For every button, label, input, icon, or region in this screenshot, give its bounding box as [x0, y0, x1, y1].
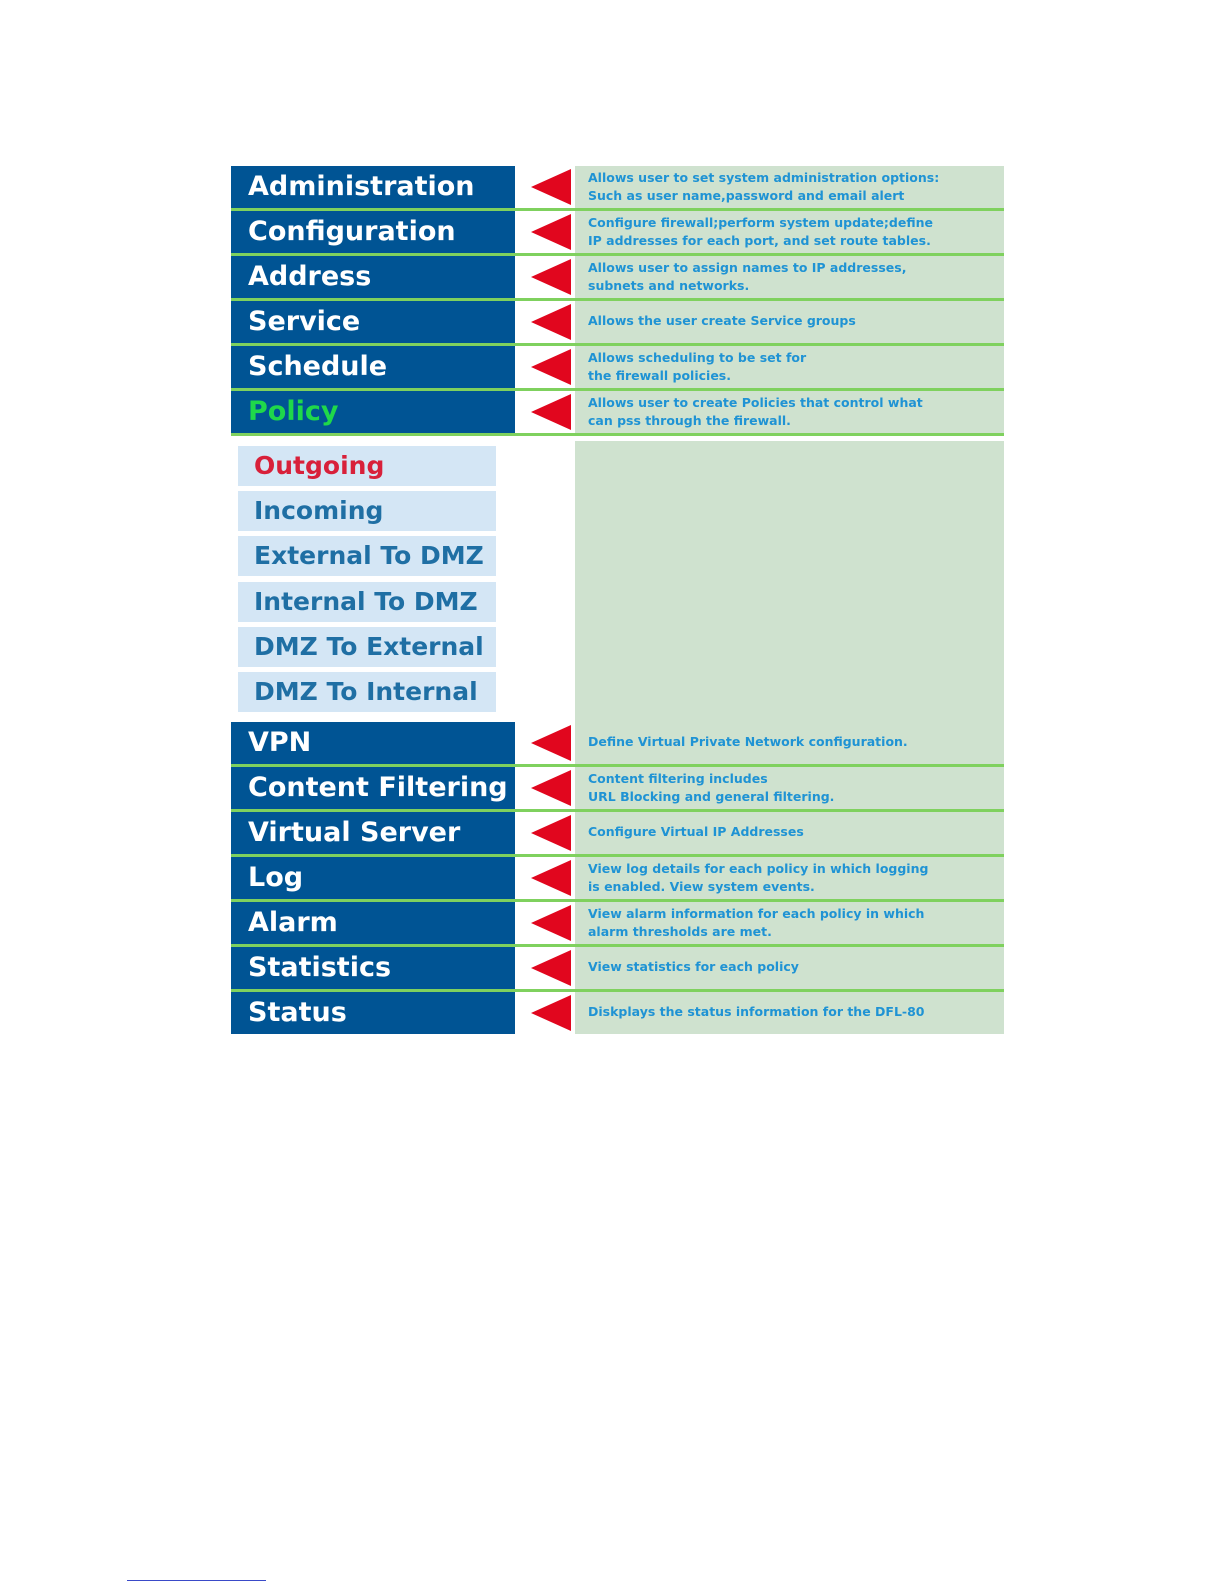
description-line: is enabled. View system events. — [588, 879, 815, 894]
menu-description — [575, 211, 1004, 253]
menu-description — [575, 992, 1004, 1034]
menu-row-vpn — [231, 722, 1004, 768]
description-line: View alarm information for each policy in which — [588, 906, 925, 921]
menu-description — [575, 857, 1004, 899]
description-line: Allows user to assign names to IP addresses, — [588, 260, 907, 275]
description-line: Allows user to set system administration options: — [588, 170, 940, 185]
menu-description — [575, 722, 1004, 764]
menu-row-status — [231, 992, 1004, 1038]
submenu-item-internal-to-dmz[interactable]: Internal To DMZ — [238, 582, 496, 622]
menu-description — [575, 256, 1004, 298]
menu-row-alarm — [231, 902, 1004, 948]
row-separator — [231, 433, 1004, 436]
menu-row-configuration — [231, 211, 1004, 257]
menu-row-address — [231, 256, 1004, 302]
menu-row-administration — [231, 166, 1004, 212]
arrow-left-icon — [531, 349, 571, 385]
menu-item-configuration[interactable]: Configuration — [231, 211, 515, 253]
menu-row-service — [231, 301, 1004, 347]
arrow-left-icon — [531, 214, 571, 250]
menu-diagram — [231, 166, 1004, 1050]
arrow-left-icon — [531, 725, 571, 761]
menu-item-statistics[interactable]: Statistics — [231, 947, 515, 989]
description-line: Diskplays the status information for the DFL-80 — [588, 1004, 925, 1019]
arrow-left-icon — [531, 995, 571, 1031]
submenu-item-external-to-dmz[interactable]: External To DMZ — [238, 536, 496, 576]
menu-description — [575, 391, 1004, 433]
description-line: URL Blocking and general filtering. — [588, 789, 835, 804]
menu-row-policy — [231, 391, 1004, 437]
menu-row-content-filtering — [231, 767, 1004, 813]
description-line: Configure firewall;perform system update;define — [588, 215, 933, 230]
submenu-item-outgoing[interactable]: Outgoing — [238, 446, 496, 486]
policy-submenu — [231, 441, 1004, 722]
description-line: Content filtering includes — [588, 771, 768, 786]
menu-description — [575, 947, 1004, 989]
description-line: can pss through the firewall. — [588, 413, 791, 428]
menu-item-status[interactable]: Status — [231, 992, 515, 1034]
menu-description — [575, 166, 1004, 208]
description-line: Define Virtual Private Network configuration. — [588, 734, 908, 749]
description-line: View log details for each policy in which logging — [588, 861, 929, 876]
submenu-item-dmz-to-external[interactable]: DMZ To External — [238, 627, 496, 667]
arrow-left-icon — [531, 815, 571, 851]
menu-item-service[interactable]: Service — [231, 301, 515, 343]
menu-description — [575, 346, 1004, 388]
menu-description — [575, 902, 1004, 944]
description-line: subnets and networks. — [588, 278, 750, 293]
menu-item-administration[interactable]: Administration — [231, 166, 515, 208]
arrow-left-icon — [531, 860, 571, 896]
menu-description — [575, 301, 1004, 343]
description-line: the firewall policies. — [588, 368, 731, 383]
menu-row-virtual-server — [231, 812, 1004, 858]
footnote-rule — [127, 1580, 266, 1581]
menu-item-log[interactable]: Log — [231, 857, 515, 899]
menu-item-schedule[interactable]: Schedule — [231, 346, 515, 388]
arrow-left-icon — [531, 304, 571, 340]
menu-row-statistics — [231, 947, 1004, 993]
menu-item-virtual-server[interactable]: Virtual Server — [231, 812, 515, 854]
description-line: Configure Virtual IP Addresses — [588, 824, 804, 839]
menu-item-content-filtering[interactable]: Content Filtering — [231, 767, 515, 809]
submenu-description-panel — [575, 441, 1004, 722]
description-line: Such as user name,password and email alert — [588, 188, 905, 203]
menu-item-policy[interactable]: Policy — [231, 391, 515, 433]
menu-row-log — [231, 857, 1004, 903]
menu-description — [575, 812, 1004, 854]
description-line: View statistics for each policy — [588, 959, 799, 974]
arrow-left-icon — [531, 770, 571, 806]
description-line: IP addresses for each port, and set route tables. — [588, 233, 931, 248]
arrow-left-icon — [531, 169, 571, 205]
arrow-left-icon — [531, 950, 571, 986]
menu-item-address[interactable]: Address — [231, 256, 515, 298]
menu-row-schedule — [231, 346, 1004, 392]
arrow-left-icon — [531, 259, 571, 295]
description-line: Allows scheduling to be set for — [588, 350, 807, 365]
menu-item-vpn[interactable]: VPN — [231, 722, 515, 764]
description-line: alarm thresholds are met. — [588, 924, 772, 939]
menu-description — [575, 767, 1004, 809]
submenu-item-incoming[interactable]: Incoming — [238, 491, 496, 531]
menu-item-alarm[interactable]: Alarm — [231, 902, 515, 944]
arrow-left-icon — [531, 905, 571, 941]
description-line: Allows user to create Policies that control what — [588, 395, 923, 410]
description-line: Allows the user create Service groups — [588, 313, 856, 328]
arrow-left-icon — [531, 394, 571, 430]
submenu-item-dmz-to-internal[interactable]: DMZ To Internal — [238, 672, 496, 712]
